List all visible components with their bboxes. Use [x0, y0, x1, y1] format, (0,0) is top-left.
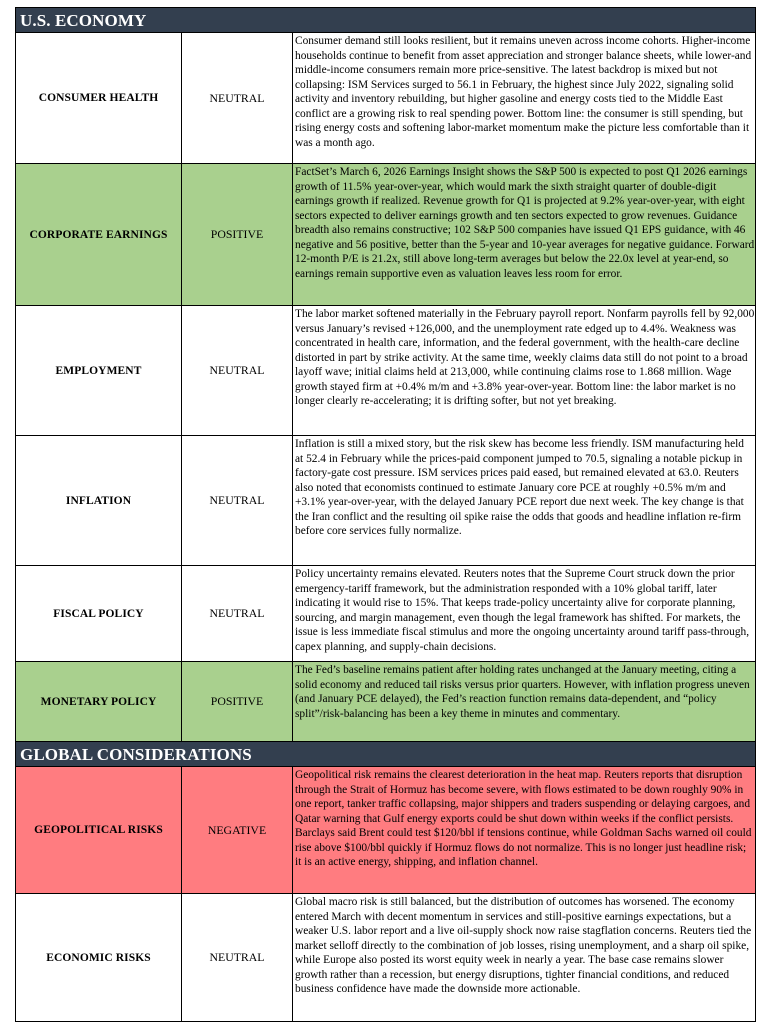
category-label: EMPLOYMENT [16, 306, 182, 436]
row-geopolitical-risks [16, 767, 756, 894]
rating-label: POSITIVE [182, 164, 293, 306]
economic-heat-map-table [15, 7, 756, 1022]
row-consumer-health [16, 33, 756, 164]
rating-label: NEUTRAL [182, 436, 293, 566]
commentary-text: Inflation is still a mixed story, but the risk skew has become less friendly. ISM manufacturing held at 52.4 in February while the prices-paid component jumped to 70.5, signaling a notable pickup in factory-gate cost pressure. ISM services prices paid eased, but remained elevated at 63.0. Reuters also noted that economists continued to estimate January core PCE at roughly +0.5% m/m and +3.1% year-over-year, with the delayed January PCE report due next week. The key change is that the Iran conflict and the resulting oil spike raise the odds that goods and headline inflation re-firm before core services fully normalize. [295, 438, 744, 537]
row-economic-risks [16, 894, 756, 1022]
category-label: GEOPOLITICAL RISKS [16, 767, 182, 894]
category-label: CORPORATE EARNINGS [16, 164, 182, 306]
rating-label: NEUTRAL [182, 566, 293, 662]
commentary-cell [293, 767, 756, 894]
commentary-cell [293, 33, 756, 164]
row-employment [16, 306, 756, 436]
commentary-text: FactSet’s March 6, 2026 Earnings Insight shows the S&P 500 is expected to post Q1 2026 earnings growth of 11.5% year-over-year, which would mark the sixth straight quarter of double-digit earnings growth if realized. Revenue growth for Q1 is projected at 9.2% year-over-year, with eight sectors expected to deliver earnings growth and ten sectors expected to grow revenues. Guidance breadth also remains constructive; 102 S&P 500 companies have issued Q1 EPS guidance, with 46 negative and 56 positive, better than the 5-year and 10-year averages for negative guidance. Forward 12-month P/E is 21.2x, still above long-term averages but below the 22.0x level at year-end, so earnings remain supportive even as valuation leaves less room for error. [295, 166, 755, 280]
row-fiscal-policy [16, 566, 756, 662]
rating-label: POSITIVE [182, 662, 293, 742]
category-label: INFLATION [16, 436, 182, 566]
section-title: U.S. ECONOMY [16, 8, 756, 33]
category-label: ECONOMIC RISKS [16, 894, 182, 1022]
commentary-cell [293, 662, 756, 742]
category-label: CONSUMER HEALTH [16, 33, 182, 164]
commentary-text: Geopolitical risk remains the clearest deterioration in the heat map. Reuters reports that disruption through the Strait of Hormuz has become severe, with flows estimated to be down roughly 90% in one report, tanker traffic collapsing, major shippers and traders suspending or delaying cargoes, and Qatar warning that Gulf energy exports could be shut down within weeks if the conflict persists. Barclays said Brent could test $120/bbl if tensions continue, while Goldman Sachs warned oil could rise above $100/bbl quickly if Hormuz flows do not normalize. This is no longer just headline risk; it is an active energy, shipping, and inflation channel. [295, 769, 752, 868]
rating-label: NEUTRAL [182, 306, 293, 436]
commentary-cell [293, 566, 756, 662]
section-header-us-economy [16, 8, 756, 33]
commentary-text: Consumer demand still looks resilient, but it remains uneven across income cohorts. Higher-income households continue to benefit from asset appreciation and stronger balance sheets, while lower-and middle-income consumers remain more price-sensitive. The latest backdrop is mixed but not collapsing: ISM Services surged to 56.1 in February, the highest since July 2022, signaling solid activity and inventory rebuilding, but higher gasoline and energy costs tied to the Middle East conflict are a growing risk to real spending power. Bottom line: the consumer is still spending, but rising energy costs and softening labor-market momentum make the picture less comfortable than it was a month ago. [295, 35, 752, 149]
section-header-global-considerations [16, 742, 756, 767]
row-corporate-earnings [16, 164, 756, 306]
row-monetary-policy [16, 662, 756, 742]
commentary-cell [293, 894, 756, 1022]
commentary-text: The labor market softened materially in the February payroll report. Nonfarm payrolls fell by 92,000 versus January’s revised +126,000, and the unemployment rate edged up to 4.4%. Weakness was concentrated in health care, information, and the federal government, with the health-care decline distorted in part by strike activity. At the same time, weekly claims data still do not point to a broad layoff wave; initial claims held at 213,000, while continuing claims rose to 1.868 million. Wage growth stayed firm at +0.4% m/m and +3.8% year-over-year. Bottom line: the labor market is no longer clearly re-accelerating; it is drifting softer, but not yet breaking. [295, 308, 755, 407]
rating-label: NEGATIVE [182, 767, 293, 894]
section-title: GLOBAL CONSIDERATIONS [16, 742, 756, 767]
row-inflation [16, 436, 756, 566]
commentary-text: The Fed’s baseline remains patient after holding rates unchanged at the January meeting, citing a solid economy and reduced tail risks versus prior quarters. However, with inflation progress uneven (and January PCE delayed), the Fed’s reaction function remains data-dependent, and “policy split”/risk-balancing has been a key theme in minutes and commentary. [295, 664, 750, 720]
commentary-text: Policy uncertainty remains elevated. Reuters notes that the Supreme Court struck down the prior emergency-tariff framework, but the administration responded with a 10% global tariff, later indicating it would rise to 15%. That keeps trade-policy uncertainty alive for corporate planning, sourcing, and margin management, even though the legal framework has shifted. For markets, the issue is less immediate fiscal stimulus and more the ongoing uncertainty around tariff pass-through, capex planning, and supply-chain decisions. [295, 568, 750, 653]
rating-label: NEUTRAL [182, 894, 293, 1022]
commentary-cell [293, 436, 756, 566]
commentary-cell [293, 306, 756, 436]
commentary-text: Global macro risk is still balanced, but the distribution of outcomes has worsened. The economy entered March with decent momentum in services and still-positive earnings expectations, but a weaker U.S. labor report and a live oil-supply shock now raise stagflation concerns. Reuters tied the market selloff directly to the combination of job losses, rising unemployment, and a sharp oil spike, while Europe also posted its worst equity week in nearly a year. The base case remains slower growth rather than a recession, but energy disruptions, tighter financial conditions, and reduced business confidence have made the downside more actionable. [295, 896, 752, 995]
category-label: FISCAL POLICY [16, 566, 182, 662]
category-label: MONETARY POLICY [16, 662, 182, 742]
rating-label: NEUTRAL [182, 33, 293, 164]
commentary-cell [293, 164, 756, 306]
